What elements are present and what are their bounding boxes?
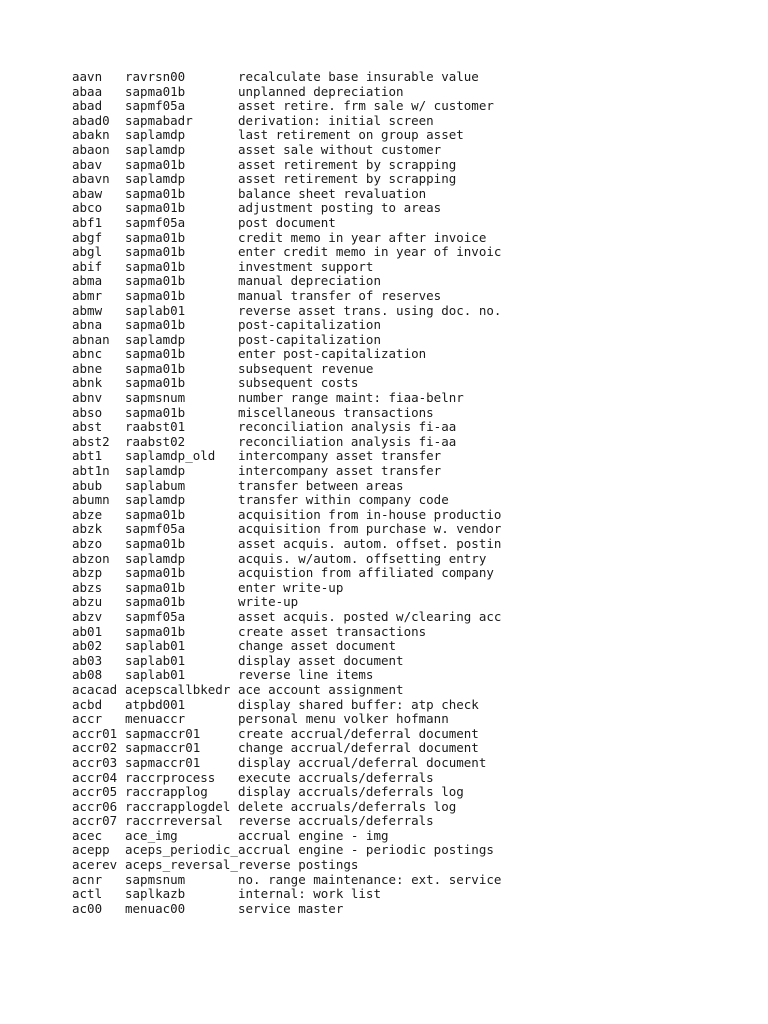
program-name: raabst02 [125, 433, 186, 449]
transaction-code: ab01 [72, 623, 103, 639]
transaction-row [72, 318, 732, 333]
transaction-description: acquis. w/autom. offsetting entry [238, 550, 487, 566]
transaction-description: enter write-up [238, 579, 344, 595]
program-name: sapma01b [125, 185, 186, 201]
transaction-code: abmr [72, 287, 103, 303]
transaction-code: abad0 [72, 112, 110, 128]
transaction-description: post-capitalization [238, 317, 381, 333]
transaction-description: accrual engine - img [238, 827, 389, 843]
transaction-description: display asset document [238, 652, 404, 668]
transaction-code: aavn [72, 69, 103, 84]
transaction-row [72, 668, 732, 683]
transaction-description: derivation: initial screen [238, 112, 434, 128]
transaction-row [72, 464, 732, 479]
transaction-description: reverse accruals/deferrals [238, 813, 434, 829]
program-name: sapma01b [125, 346, 186, 362]
transaction-description: create accrual/deferral document [238, 725, 479, 741]
program-name: saplamdp [125, 171, 186, 187]
transaction-code: accr02 [72, 740, 118, 756]
transaction-row [72, 771, 732, 786]
transaction-code: acnr [72, 871, 103, 887]
transaction-description: enter credit memo in year of invoic [238, 244, 502, 260]
transaction-code: abgf [72, 229, 103, 245]
transaction-description: transfer between areas [238, 477, 404, 493]
transaction-code: abavn [72, 171, 110, 187]
transaction-code: abco [72, 200, 103, 216]
transaction-row [72, 333, 732, 348]
transaction-row [72, 698, 732, 713]
program-name: sapmaccr01 [125, 754, 201, 770]
program-name: raccrapplog [125, 784, 208, 800]
program-name: raccrprocess [125, 769, 216, 785]
program-name: saplamdp [125, 127, 186, 143]
transaction-description: subsequent costs [238, 375, 359, 391]
transaction-row [72, 508, 732, 523]
transaction-description: reverse asset trans. using doc. no. [238, 302, 502, 318]
transaction-row [72, 566, 732, 581]
transaction-row [72, 114, 732, 129]
transaction-description: number range maint: fiaa-belnr [238, 390, 464, 406]
transaction-row [72, 99, 732, 114]
transaction-code: abzv [72, 608, 103, 624]
program-name: sapmaccr01 [125, 740, 201, 756]
program-name: sapma01b [125, 229, 186, 245]
program-name: sapma01b [125, 244, 186, 260]
transaction-row [72, 785, 732, 800]
transaction-code: abav [72, 156, 103, 172]
transaction-row [72, 887, 732, 902]
transaction-row [72, 858, 732, 873]
transaction-code: abad [72, 98, 103, 114]
program-name: acepscallbkedr [125, 681, 231, 697]
program-name: sapmsnum [125, 871, 186, 887]
transaction-row [72, 522, 732, 537]
transaction-row [72, 902, 732, 917]
program-name: raccrapplogdel [125, 798, 231, 814]
program-name: aceps_reversal_ [125, 857, 238, 873]
transaction-row [72, 843, 732, 858]
transaction-description: change asset document [238, 638, 397, 654]
program-name: sapma01b [125, 360, 186, 376]
program-name: saplabum [125, 477, 186, 493]
transaction-row [72, 128, 732, 143]
program-name: sapma01b [125, 200, 186, 216]
program-name: saplab01 [125, 638, 186, 654]
program-name: sapma01b [125, 565, 186, 581]
transaction-description: reverse postings [238, 857, 359, 873]
transaction-code: abso [72, 404, 103, 420]
transaction-description: reconciliation analysis fi-aa [238, 433, 457, 449]
transaction-code: acacad [72, 681, 118, 697]
transaction-row [72, 610, 732, 625]
program-name: sapma01b [125, 506, 186, 522]
transaction-row [72, 552, 732, 567]
transaction-row [72, 158, 732, 173]
program-name: saplab01 [125, 302, 186, 318]
transaction-row [72, 741, 732, 756]
transaction-description: reconciliation analysis fi-aa [238, 419, 457, 435]
transaction-description: asset acquis. autom. offset. postin [238, 536, 502, 551]
program-name: saplab01 [125, 667, 186, 683]
transaction-description: display accrual/deferral document [238, 754, 487, 770]
program-name: sapmabadr [125, 112, 193, 128]
transaction-code: abgl [72, 244, 103, 260]
transaction-row [72, 800, 732, 815]
transaction-row [72, 231, 732, 246]
transaction-row [72, 274, 732, 289]
transaction-description: asset retirement by scrapping [238, 156, 457, 172]
program-name: saplamdp [125, 463, 186, 479]
transaction-code: abst [72, 419, 103, 435]
transaction-row [72, 391, 732, 406]
program-name: sapma01b [125, 287, 186, 303]
transaction-code: acbd [72, 696, 103, 712]
program-name: sapmf05a [125, 214, 186, 230]
transaction-code: accr01 [72, 725, 118, 741]
transaction-code: abf1 [72, 214, 103, 230]
transaction-description: execute accruals/deferrals [238, 769, 434, 785]
transaction-description: investment support [238, 258, 374, 274]
program-name: saplamdp [125, 492, 186, 508]
transaction-code: abumn [72, 492, 110, 508]
transaction-code: acepp [72, 842, 110, 858]
transaction-code: abzk [72, 521, 103, 537]
transaction-code: accr06 [72, 798, 118, 814]
program-name: ace_img [125, 827, 178, 843]
transaction-code: abt1 [72, 448, 103, 464]
transaction-row [72, 420, 732, 435]
transaction-code: abmw [72, 302, 103, 318]
transaction-description: acquistion from affiliated company [238, 565, 494, 581]
transaction-row [72, 654, 732, 669]
transaction-row [72, 304, 732, 319]
transaction-row [72, 201, 732, 216]
transaction-description: asset retirement by scrapping [238, 171, 457, 187]
transaction-code: abnan [72, 331, 110, 347]
transaction-description: no. range maintenance: ext. service [238, 871, 502, 887]
program-name: sapmf05a [125, 98, 186, 114]
transaction-code: abnk [72, 375, 103, 391]
transaction-row [72, 479, 732, 494]
transaction-description: adjustment posting to areas [238, 200, 442, 216]
transaction-row [72, 712, 732, 727]
transaction-row [72, 756, 732, 771]
transaction-description: write-up [238, 594, 299, 610]
transaction-code: ab02 [72, 638, 103, 654]
transaction-description: post-capitalization [238, 331, 381, 347]
transaction-row [72, 595, 732, 610]
transaction-code: abaa [72, 83, 103, 99]
transaction-description: subsequent revenue [238, 360, 374, 376]
transaction-description: internal: work list [238, 886, 381, 902]
transaction-row [72, 216, 732, 231]
program-name: sapmsnum [125, 390, 186, 406]
transaction-code: abst2 [72, 433, 110, 449]
transaction-description: display shared buffer: atp check [238, 696, 479, 712]
transaction-description: asset retire. frm sale w/ customer [238, 98, 494, 114]
program-name: sapma01b [125, 579, 186, 595]
transaction-row [72, 493, 732, 508]
transaction-description: personal menu volker hofmann [238, 711, 449, 727]
transaction-row [72, 260, 732, 275]
transaction-row [72, 537, 732, 552]
transaction-description: unplanned depreciation [238, 83, 404, 99]
transaction-description: credit memo in year after invoice [238, 229, 487, 245]
transaction-code: accr07 [72, 813, 118, 829]
transaction-code: abaw [72, 185, 103, 201]
program-name: saplamdp [125, 550, 186, 566]
program-name: sapma01b [125, 375, 186, 391]
transaction-code: abt1n [72, 463, 110, 479]
transaction-description: acquisition from in-house productio [238, 506, 502, 522]
transaction-code: abif [72, 258, 103, 274]
program-name: sapmf05a [125, 521, 186, 537]
transaction-row [72, 70, 732, 85]
transaction-code: abzp [72, 565, 103, 581]
program-name: saplamdp_old [125, 448, 216, 464]
transaction-row [72, 683, 732, 698]
transaction-description: display accruals/deferrals log [238, 784, 464, 800]
transaction-code-list [72, 70, 732, 916]
program-name: atpbd001 [125, 696, 186, 712]
program-name: sapma01b [125, 317, 186, 333]
program-name: raabst01 [125, 419, 186, 435]
transaction-row [72, 829, 732, 844]
transaction-code: abzon [72, 550, 110, 566]
transaction-code: abub [72, 477, 103, 493]
transaction-description: service master [238, 900, 344, 916]
transaction-description: intercompany asset transfer [238, 448, 442, 464]
transaction-code: actl [72, 886, 103, 902]
program-name: ravrsn00 [125, 69, 186, 84]
transaction-description: manual transfer of reserves [238, 287, 442, 303]
transaction-row [72, 376, 732, 391]
transaction-row [72, 245, 732, 260]
transaction-row [72, 449, 732, 464]
transaction-code: acec [72, 827, 103, 843]
transaction-code: abaon [72, 141, 110, 157]
program-name: sapma01b [125, 83, 186, 99]
transaction-code: abakn [72, 127, 110, 143]
transaction-row [72, 172, 732, 187]
program-name: raccrreversal [125, 813, 223, 829]
transaction-description: ace account assignment [238, 681, 404, 697]
transaction-description: last retirement on group asset [238, 127, 464, 143]
transaction-code: accr [72, 711, 103, 727]
transaction-code: ac00 [72, 900, 103, 916]
transaction-row [72, 406, 732, 421]
transaction-code: abnv [72, 390, 103, 406]
program-name: saplamdp [125, 141, 186, 157]
transaction-row [72, 435, 732, 450]
transaction-row [72, 727, 732, 742]
transaction-description: manual depreciation [238, 273, 381, 289]
transaction-row [72, 362, 732, 377]
transaction-description: miscellaneous transactions [238, 404, 434, 420]
transaction-code: abze [72, 506, 103, 522]
transaction-description: asset sale without customer [238, 141, 442, 157]
program-name: saplab01 [125, 652, 186, 668]
transaction-description: acquisition from purchase w. vendor [238, 521, 502, 537]
transaction-row [72, 639, 732, 654]
program-name: sapma01b [125, 594, 186, 610]
transaction-row [72, 187, 732, 202]
transaction-description: asset acquis. posted w/clearing acc [238, 608, 502, 624]
transaction-code: abnc [72, 346, 103, 362]
transaction-description: create asset transactions [238, 623, 427, 639]
program-name: sapma01b [125, 273, 186, 289]
transaction-description: change accrual/deferral document [238, 740, 479, 756]
transaction-description: reverse line items [238, 667, 374, 683]
program-name: sapmaccr01 [125, 725, 201, 741]
program-name: menuaccr [125, 711, 186, 727]
transaction-row [72, 347, 732, 362]
program-name: aceps_periodic_ [125, 842, 238, 858]
program-name: sapmf05a [125, 608, 186, 624]
transaction-code: abzs [72, 579, 103, 595]
transaction-description: intercompany asset transfer [238, 463, 442, 479]
transaction-code: accr04 [72, 769, 118, 785]
transaction-code: abma [72, 273, 103, 289]
transaction-code: ab03 [72, 652, 103, 668]
program-name: sapma01b [125, 404, 186, 420]
transaction-code: ab08 [72, 667, 103, 683]
program-name: sapma01b [125, 536, 186, 551]
transaction-row [72, 625, 732, 640]
program-name: sapma01b [125, 258, 186, 274]
transaction-row [72, 85, 732, 100]
transaction-description: recalculate base insurable value [238, 69, 479, 84]
transaction-code: accr03 [72, 754, 118, 770]
transaction-row [72, 289, 732, 304]
transaction-description: delete accruals/deferrals log [238, 798, 457, 814]
transaction-code: abne [72, 360, 103, 376]
transaction-description: transfer within company code [238, 492, 449, 508]
transaction-code: accr05 [72, 784, 118, 800]
program-name: sapma01b [125, 623, 186, 639]
program-name: saplkazb [125, 886, 186, 902]
transaction-description: enter post-capitalization [238, 346, 427, 362]
transaction-row [72, 581, 732, 596]
transaction-code: abzo [72, 536, 103, 551]
transaction-code: acerev [72, 857, 118, 873]
transaction-row [72, 143, 732, 158]
program-name: saplamdp [125, 331, 186, 347]
transaction-code: abzu [72, 594, 103, 610]
program-name: menuac00 [125, 900, 186, 916]
transaction-code: abna [72, 317, 103, 333]
transaction-description: post document [238, 214, 336, 230]
transaction-row [72, 873, 732, 888]
program-name: sapma01b [125, 156, 186, 172]
transaction-description: balance sheet revaluation [238, 185, 427, 201]
transaction-description: accrual engine - periodic postings [238, 842, 494, 858]
transaction-row [72, 814, 732, 829]
